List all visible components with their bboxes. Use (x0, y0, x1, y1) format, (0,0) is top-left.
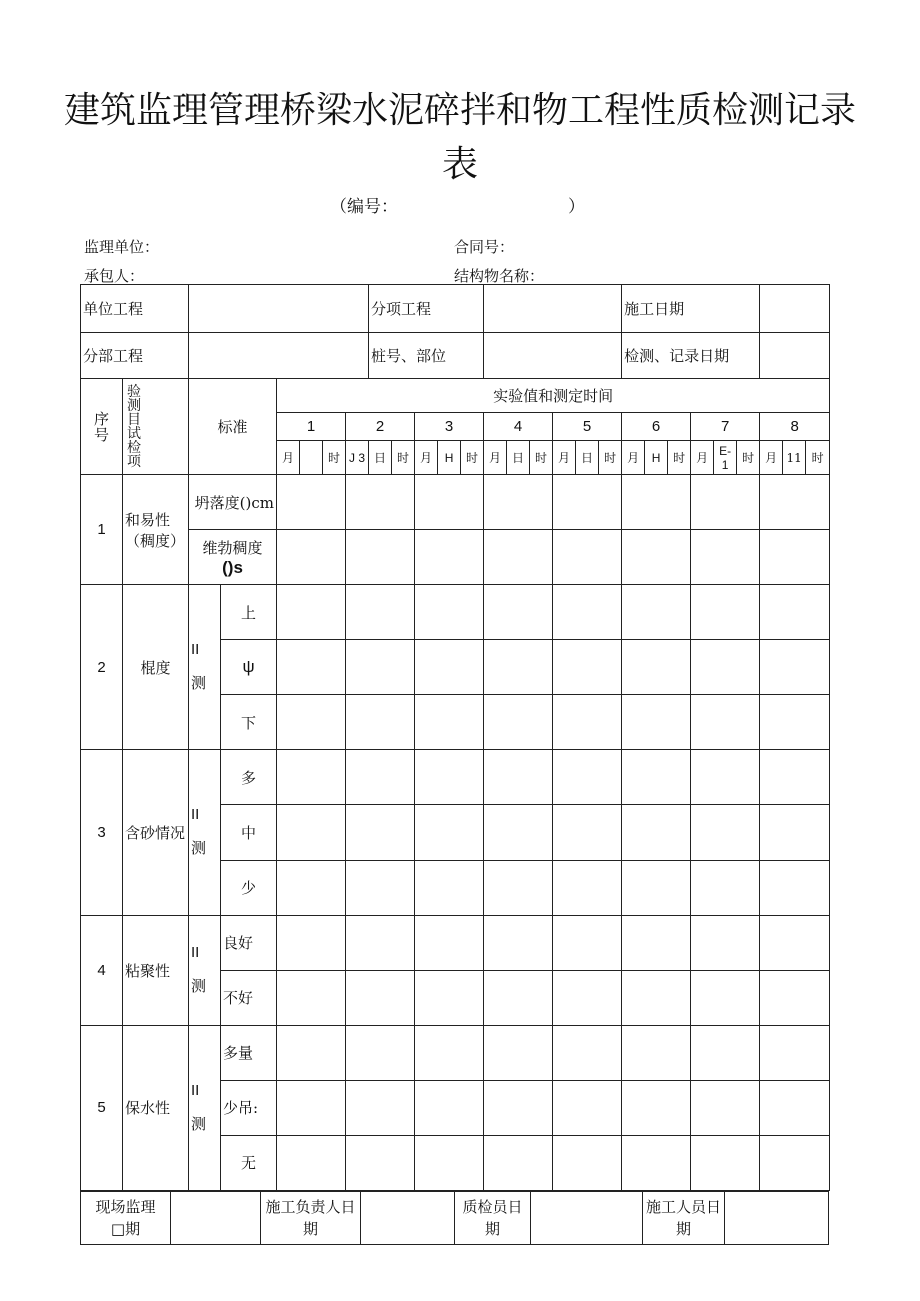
slump-standard: 坍落度()cm (189, 475, 277, 530)
serial-close: ） (568, 197, 585, 217)
header-row-2 (81, 333, 830, 379)
method-cell: II 测 (189, 585, 221, 750)
time-cell: 时 (668, 441, 691, 475)
column-number: 7 (691, 413, 760, 441)
row-number: 3 (81, 750, 123, 915)
time-cell: E-1 (714, 441, 737, 475)
construction-staff-value[interactable] (725, 1192, 829, 1245)
level-label: 多 (221, 750, 277, 805)
row-number: 5 (81, 1025, 123, 1190)
row-item-name: 粘聚性 (123, 915, 189, 1025)
time-cell: 时 (737, 441, 760, 475)
vebe-standard: 维勃稠度 ()s (189, 530, 277, 585)
header-row-1 (81, 285, 830, 333)
level-label: 多量 (221, 1025, 277, 1080)
row-4a (81, 915, 830, 970)
row-number: 4 (81, 915, 123, 1025)
time-cell: 日 (576, 441, 599, 475)
column-number: 4 (484, 413, 553, 441)
time-cell: 时 (530, 441, 553, 475)
time-cell: 时 (323, 441, 346, 475)
method-cell: II 测 (189, 750, 221, 915)
row-1b (81, 530, 830, 585)
part-project-label: 分部工程 (81, 333, 189, 379)
sub-item-label: 分项工程 (369, 285, 484, 333)
pile-part-value[interactable] (484, 333, 622, 379)
contractor-label: 承包人： (84, 267, 145, 285)
site-supervisor-value[interactable] (171, 1192, 261, 1245)
column-number: 5 (553, 413, 622, 441)
time-cell: H (645, 441, 668, 475)
time-cell: 月 (277, 441, 300, 475)
method-cell: II 测 (189, 915, 221, 1025)
construction-lead-value[interactable] (361, 1192, 455, 1245)
record-table (80, 284, 830, 1191)
seq-header: 序 号 (81, 379, 123, 475)
time-cell: 月 (622, 441, 645, 475)
unit-project-label: 单位工程 (81, 285, 189, 333)
title-line-1: 建筑监理管理桥梁水泥碎拌和物工程性质检测记录 (63, 90, 856, 131)
time-cell: 时 (806, 441, 830, 475)
test-record-date-label: 检测、记录日期 (622, 333, 760, 379)
qc-inspector-label: 质检员日 期 (455, 1192, 531, 1245)
group-title: 实验值和测定时间 (277, 379, 830, 413)
time-cell: 日 (369, 441, 392, 475)
time-cell: 日 (507, 441, 530, 475)
pile-part-label: 桩号、部位 (369, 333, 484, 379)
construction-date-value[interactable] (760, 285, 830, 333)
time-cell: 时 (392, 441, 415, 475)
level-label: 下 (221, 695, 277, 750)
row-number: 2 (81, 585, 123, 750)
row-number: 1 (81, 475, 123, 585)
level-label: 少吊: (221, 1080, 277, 1135)
level-label: ψ (221, 640, 277, 695)
time-cell: J 3 (346, 441, 369, 475)
construction-lead-label: 施工负责人日 期 (261, 1192, 361, 1245)
row-item-name: 含砂情况 (123, 750, 189, 915)
method-cell: II 测 (189, 1025, 221, 1190)
standard-header: 标准 (189, 379, 277, 475)
row-1a (81, 475, 830, 530)
title-line-2: 表 (441, 144, 478, 185)
site-supervisor-label: 现场监理 □期 (81, 1192, 171, 1245)
contract-label: 合同号： (454, 238, 515, 256)
construction-date-label: 施工日期 (622, 285, 760, 333)
structure-name-label: 结构物名称： (454, 267, 545, 285)
level-label: 无 (221, 1135, 277, 1190)
column-number: 2 (346, 413, 415, 441)
construction-staff-label: 施工人员日 期 (643, 1192, 725, 1245)
level-label: 中 (221, 805, 277, 860)
time-cell: 月 (415, 441, 438, 475)
column-number: 8 (760, 413, 830, 441)
row-item-name: 棍度 (123, 585, 189, 750)
supervisor-label: 监理单位： (84, 238, 160, 256)
time-cell: 时 (461, 441, 484, 475)
row-5a (81, 1025, 830, 1080)
grid-header-row-1 (81, 379, 830, 413)
time-cell: 月 (484, 441, 507, 475)
sub-item-value[interactable] (484, 285, 622, 333)
time-cell: 时 (599, 441, 622, 475)
document-title (0, 84, 920, 192)
column-number: 3 (415, 413, 484, 441)
row-2a (81, 585, 830, 640)
column-number: 6 (622, 413, 691, 441)
row-item-name: 和易性（稠度） (123, 475, 189, 585)
qc-inspector-value[interactable] (531, 1192, 643, 1245)
row-3a (81, 750, 830, 805)
time-cell: 月 (691, 441, 714, 475)
time-cell: 11 (783, 441, 806, 475)
level-label: 上 (221, 585, 277, 640)
test-record-date-value[interactable] (760, 333, 830, 379)
time-cell: 月 (553, 441, 576, 475)
row-item-name: 保水性 (123, 1025, 189, 1190)
time-cell: H (438, 441, 461, 475)
level-label: 不好 (221, 970, 277, 1025)
signature-table (80, 1191, 829, 1245)
serial-number (330, 192, 585, 217)
unit-project-value[interactable] (189, 285, 369, 333)
time-cell: 月 (760, 441, 783, 475)
serial-open: （编号： (330, 197, 398, 217)
level-label: 少 (221, 860, 277, 915)
part-project-value[interactable] (189, 333, 369, 379)
time-cell (300, 441, 323, 475)
test-item-header: 验 测 目 试 检 项 (123, 379, 189, 475)
column-number: 1 (277, 413, 346, 441)
level-label: 良好 (221, 915, 277, 970)
